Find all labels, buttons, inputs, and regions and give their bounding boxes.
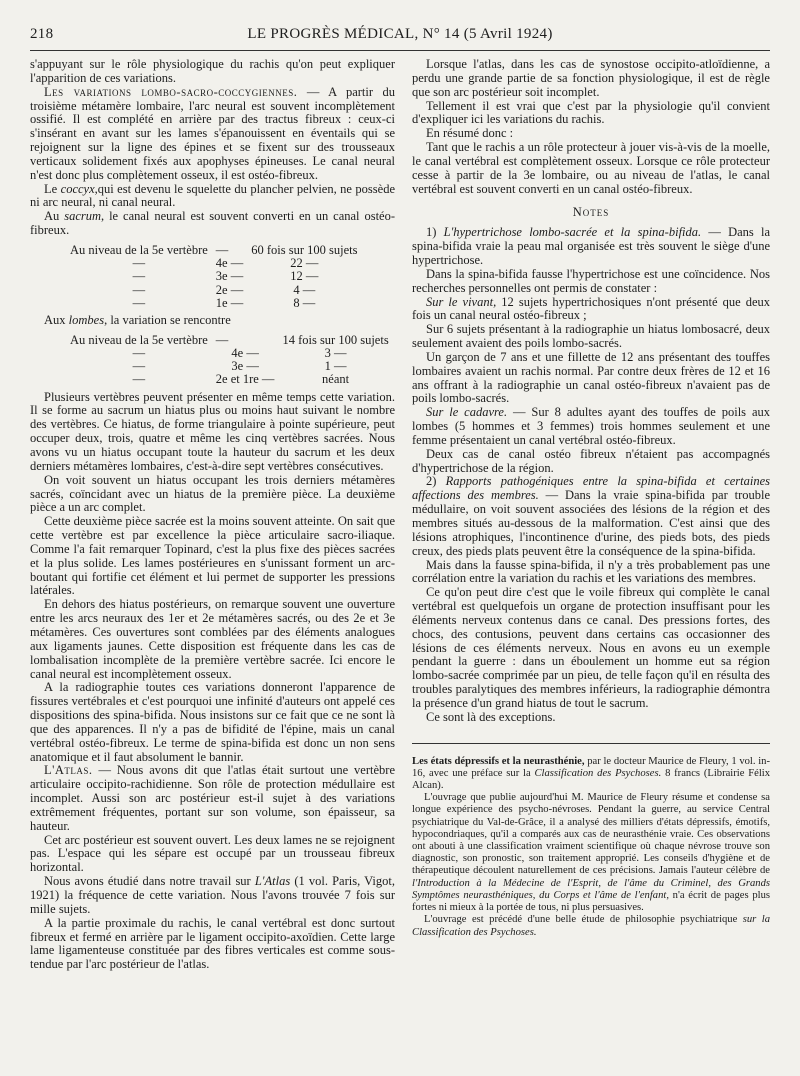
table-row: Au niveau de la 5e vertèbre — 14 fois sur 100 sujets <box>70 332 389 347</box>
sacrum-stats-table <box>66 244 361 310</box>
paragraph: Cette deuxième pièce sacrée est la moins souvent atteinte. On sait que cette vertèbre est par excellence la pièce articulaire sacro-iliaque. Comme l'a fait remarquer Topinard, c'est la plus fixe des pièces sacrées et la plus solide. Les lames postérieures en s'unissant forment un arc-boutant qui fortifie cet élément et lui permet de supporter les pressions latérales. <box>30 514 395 598</box>
note: Ce qu'on peut dire c'est que le voile fibreux qui complète le canal vertébral est quelquefois un organe de protection insuffisant pour les éléments nerveux contenus dans ce canal. Des pressions fortes, des chocs, des contusions, peuvent dans certains cas occasionner des lésions de ces éléments nerveux. Nous en avons eu un exemple pendant la guerre : dans un éboulement un homme eut sa région lombo-sacrée comprimée par un pieu, de telle façon qu'il en résulta des troubles paralytiques des membres inférieurs, la radiographie démontra la présence d'un grand hiatus de tout le sacrum. <box>412 585 770 710</box>
paragraph: Aux lombes, la variation se rencontre <box>44 312 231 327</box>
page-header <box>30 24 770 46</box>
note: Mais dans la fausse spina-bifida, il n'y a très probablement pas une corrélation entre la variation du rachis et les variations des membres. <box>412 557 770 586</box>
note: 1) L'hypertrichose lombo-sacrée et la spina-bifida. — Dans la spina-bifida vraie la peau mal organisée est très souvent le siège d'une hypertrichose. <box>412 225 770 267</box>
note: 2) Rapports pathogéniques entre la spina-bifida et certaines affections des membres. — Dans la vraie spina-bifida par trouble médullaire, on voit souvent associées des lésions de la région et des membres situés au-dessous de la malformation. C'est ainsi que des lésions atrophiques, l'incontinence d'urine, des pieds bots, des pieds creux, des pieds plats peuvent être la conséquence de la spina-bifida. <box>412 474 770 558</box>
note: Sur le cadavre. — Sur 8 adultes ayant des touffes de poils aux lombes (5 hommes et 3 femmes) trois hommes seulement et une femme présentaient un canal vertébral ostéo-fibreux. <box>412 405 770 447</box>
paragraph: Tant que le rachis a un rôle protecteur à jouer vis-à-vis de la moelle, le canal vertébral est complètement osseux. Lorsque ce rôle protecteur cesse à partir de la 3e lombaire, ou au niveau de l'atlas, le canal vertébral est souvent converti en un canal ostéo-fibreux. <box>412 140 770 196</box>
review-title: Les états dépressifs et la neurasthénie, par le docteur Maurice de Fleury, 1 vol. in-16, avec une préface sur la Classification des Psychoses. 8 francs (Librairie Félix Alcan). <box>412 755 770 792</box>
left-column <box>30 58 395 972</box>
table-row: — 2e — 4 — <box>132 282 316 297</box>
paragraph: En résumé donc : <box>426 126 514 141</box>
paragraph: Nous avons étudié dans notre travail sur L'Atlas (1 vol. Paris, Vigot, 1921) la fréquence de cette variation. Nous l'avons trouvée 7 fois sur mille sujets. <box>30 874 395 916</box>
section-heading: L'Atlas. <box>44 763 93 778</box>
header-rule <box>30 50 770 51</box>
table-row: — 1e — 8 — <box>132 295 316 310</box>
paragraph: A la radiographie toutes ces variations donneront l'apparence de fissures vertébrales et c'est pourquoi une infinité d'auteurs ont appelé ces dispositions des spina-bifida. Nous insistons sur ce fait que ce ne sont là que des apparences. Il n'y a pas de bifidité de l'épine, mais un canal vertébral ostéo-fibreux. Le terme de spina-bifida est donc un non sens anatomique et il faut absolument le bannir. <box>30 680 395 764</box>
paragraph: L'Atlas. — Nous avons dit que l'atlas était surtout une vertèbre articulaire occipito-rachidienne. Son rôle de protection médullaire est incomplet. Aussi son arc postérieur est-il sujet à des variations extrêmement fréquentes, portant sur son volume, son épaisseur, sa hauteur. <box>30 763 395 833</box>
review-paragraph: L'ouvrage que publie aujourd'hui M. Maurice de Fleury résume et condense sa longue expérience des psycho-névroses. Pendant la guerre, au service Central psychiatrique du Val-de-Grâce, il a analysé des milliers d'états dépressifs, émotifs, hypocondriaques, qu'il a comparés aux cas de neurasthénie vraie. Ces observations ont abouti à une classification vraiment scientifique où chaque névrose trouve son diagnostic, son pronostic, son traitement approprié. Les conseils d'hygiène et de thérapeutique découlent naturellement de ces précisions. Jamais l'auteur célèbre de l'Introduction à la Médecine de l'Esprit, de l'âme du Criminel, des Grands Symptômes neurasthéniques, du Corps et l'âme de l'enfant, n'a écrit de pages plus fortes ni mieux à la portée de tous, ni plus persuasives. <box>412 792 770 914</box>
table-row: Au niveau de la 5e vertèbre — 60 fois sur 100 sujets <box>70 242 358 257</box>
paragraph: Lorsque l'atlas, dans les cas de synostose occipito-atloïdienne, a perdu une grande partie de sa fonction physiologique, il est de règle que son arc postérieur soit incomplet. <box>412 57 770 99</box>
right-column <box>412 58 770 939</box>
review-rule <box>412 743 770 744</box>
paragraph: Tellement il est vrai que c'est par la physiologie qu'il convient d'expliquer ici les variations du rachis. <box>412 98 770 127</box>
section-heading: Les variations lombo-sacro-coccygiennes. <box>44 84 298 99</box>
note: Sur le vivant, 12 sujets hypertrichosiques n'ont présenté que deux fois un canal neural ostéo-fibreux ; <box>412 294 770 323</box>
paragraph: En dehors des hiatus postérieurs, on remarque souvent une ouverture entre les arcs neuraux des 1er et 2e métamères sacrés, ou des 2e et 3e métamères. Ces ouvertures sont comblées par des éléments analogues aux ligaments jaunes. Cette disposition est fréquente dans les cas de lombalisation incomplète de la première vertèbre sacrée. Ici encore le canal neural est incomplètement osseux. <box>30 597 395 681</box>
note: Sur 6 sujets présentant à la radiographie un hiatus lombosacré, deux seulement avaient des poils lombo-sacrés. <box>412 322 770 351</box>
notes-heading: Notes <box>572 205 610 220</box>
paragraph: Au sacrum, le canal neural est souvent converti en un canal ostéo-fibreux. <box>30 209 396 238</box>
note: Deux cas de canal ostéo fibreux n'étaient pas accompagnés d'hypertrichose de la région. <box>412 446 770 475</box>
table-row: — 3e — 12 — <box>132 269 319 284</box>
paragraph: s'appuyant sur le rôle physiologique du rachis qu'on peut expliquer l'apparition de ces variations. <box>30 57 395 85</box>
paragraph: Cet arc postérieur est souvent ouvert. Les deux lames ne se rejoignent pas. L'espace qui les sépare est occupé par un trousseau fibreux horizontal. <box>30 832 395 875</box>
paragraph: Les variations lombo-sacro-coccygiennes. — A partir du troisième métamère lombaire, l'arc neural est souvent incomplètement ossifié. Il est complété en arrière par des tractus fibreux : ceux-ci s'insérant en avant sur les lames s'épanouissent en éventails qui se rejoignent sur la ligne des épines et se fixent sur des trousseaux verticaux solidement fixés aux apophyses épineuses. Le canal neural n'est donc plus complètement osseux, il est ostéo-fibreux. <box>30 84 395 182</box>
note: Ce sont là des exceptions. <box>426 709 556 724</box>
paragraph: Le coccyx,qui est devenu le squelette du plancher pelvien, ne possède ni arc neural, ni canal neural. <box>30 181 395 210</box>
review-paragraph: L'ouvrage est précédé d'une belle étude de philosophie psychiatrique sur la Classification des Psychoses. <box>412 914 770 938</box>
running-title: LE PROGRÈS MÉDICAL, N° 14 (5 Avril 1924) <box>247 26 553 42</box>
lombes-stats-table <box>66 334 393 387</box>
paragraph: On voit souvent un hiatus occupant les trois derniers métamères sacrés, coïncidant avec un hiatus de la première pièce. La deuxième pièce a un arc complet. <box>30 472 395 515</box>
note: Un garçon de 7 ans et une fillette de 12 ans présentant des touffes lombaires avaient un rachis normal. Par contre deux frères de 12 et 16 ans offrant à la radiographie un canal ostéo-fibreux n'avaient pas de poils lombo-sacrés. <box>412 349 770 406</box>
book-review <box>412 756 770 939</box>
table-row: — 2e et 1re — néant <box>132 372 350 387</box>
paragraph: Plusieurs vertèbres peuvent présenter en même temps cette variation. Il se forme au sacrum un hiatus plus ou moins haut suivant le nombre des vertèbres. Ce hiatus, de forme triangulaire à pointe supérieure, peut occuper deux, trois, quatre et même les cinq vertèbres sacrées. Nous avons vu un hiatus occupant toute la hauteur du sacrum et les deux derniers métamères lombaires, c'est-à-dire sept vertèbres consécutives. <box>30 389 395 473</box>
paragraph: A la partie proximale du rachis, le canal vertébral est donc surtout fibreux et fermé en arrière par le ligament occipito-axoïdien. Cette large lame ligamenteuse constituée par des fibres verticales est comme sous-tendue par l'arc postérieur de l'atlas. <box>30 915 395 972</box>
page-number: 218 <box>30 26 54 42</box>
table-row: — 4e — 22 — <box>132 256 319 271</box>
table-row: — 3e — 1 — <box>132 359 347 374</box>
table-row: — 4e — 3 — <box>132 346 347 361</box>
note: Dans la spina-bifida fausse l'hypertrichose est une coïncidence. Nos recherches personnelles ont permis de constater : <box>412 266 770 295</box>
